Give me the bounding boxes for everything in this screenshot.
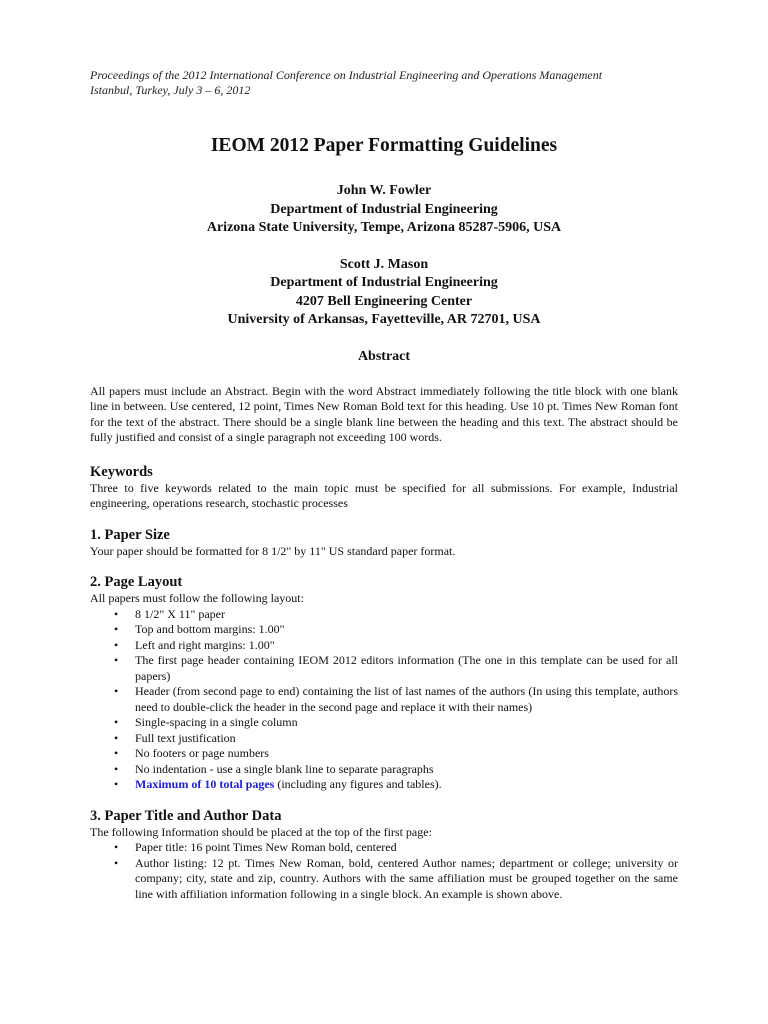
proceedings-line-2: Istanbul, Turkey, July 3 – 6, 2012 — [90, 83, 251, 97]
author-list — [90, 182, 678, 330]
list-item: • The first page header containing IEOM 2012 editors information (The one in this template can be used for all papers) — [114, 653, 678, 684]
max-pages-highlight: Maximum of 10 total pages — [135, 777, 275, 791]
author-building: 4207 Bell Engineering Center — [295, 293, 473, 309]
paper-size-text: Your paper should be formatted for 8 1/2" by 11" US standard paper format. — [90, 543, 456, 558]
section-page-layout-heading: 2. Page Layout — [90, 574, 183, 590]
list-item: • Full text justification — [114, 731, 678, 747]
keywords-text: Three to five keywords related to the main topic must be specified for all submissions. For example, Industrial engineering, operations research, stochastic processes — [90, 480, 678, 510]
keywords-heading: Keywords — [90, 463, 153, 480]
author-department: Department of Industrial Engineering — [270, 275, 498, 290]
list-item: • Single-spacing in a single column — [114, 715, 678, 731]
author-name: John W. Fowler — [336, 183, 432, 198]
author-affiliation: University of Arkansas, Fayetteville, AR 72701, USA — [227, 312, 541, 327]
paper-title: IEOM 2012 Paper Formatting Guidelines — [210, 135, 558, 156]
proceedings-header — [90, 68, 678, 98]
list-item: • 8 1/2" X 11" paper — [114, 607, 678, 623]
list-item: • Author listing: 12 pt. Times New Roman, bold, centered Author names; department or college; university or company; city, state and zip, country. Authors with the same affiliation must be grouped together on the same line with affiliation information following in a single block. An example is shown above. — [114, 856, 678, 903]
page-layout-intro: All papers must follow the following layout: — [90, 591, 304, 605]
list-item: • No footers or page numbers — [114, 746, 678, 762]
title-author-intro: The following Information should be placed at the top of the first page: — [90, 824, 432, 839]
author-affiliation: Arizona State University, Tempe, Arizona 85287-5906, USA — [206, 220, 562, 235]
list-item-max-pages — [114, 777, 678, 793]
list-item: • No indentation - use a single blank line to separate paragraphs — [114, 762, 678, 778]
author-name: Scott J. Mason — [339, 256, 429, 272]
list-item: • Paper title: 16 point Times New Roman bold, centered — [114, 840, 678, 856]
title-author-list — [90, 840, 678, 902]
author-block-1 — [90, 182, 678, 238]
page-layout-list — [90, 607, 678, 793]
section-title-author-heading: 3. Paper Title and Author Data — [90, 807, 282, 824]
max-pages-rest: (including any figures and tables). — [274, 777, 442, 791]
section-paper-size-heading: 1. Paper Size — [90, 526, 170, 543]
author-department: Department of Industrial Engineering — [270, 201, 498, 217]
list-item: • Header (from second page to end) containing the list of last names of the authors (In using this template, authors need to double-click the header in the second page and replace it with their names) — [114, 684, 678, 715]
abstract-text: All papers must include an Abstract. Begin with the word Abstract immediately following the title block with one blank line in between. Use centered, 12 point, Times New Roman Bold text for this heading. Use 10 pt. Times New Roman font for the text of the abstract. There should be a single blank line between the heading and this text. The abstract should be fully justified and consist of a single paragraph not exceeding 100 words. — [90, 383, 678, 444]
abstract-heading: Abstract — [357, 348, 411, 364]
author-block-2 — [90, 256, 678, 330]
list-item: • Top and bottom margins: 1.00" — [114, 622, 678, 638]
list-item: • Left and right margins: 1.00" — [114, 638, 678, 654]
proceedings-line-1: Proceedings of the 2012 International Conference on Industrial Engineering and Operations Management — [90, 68, 603, 82]
